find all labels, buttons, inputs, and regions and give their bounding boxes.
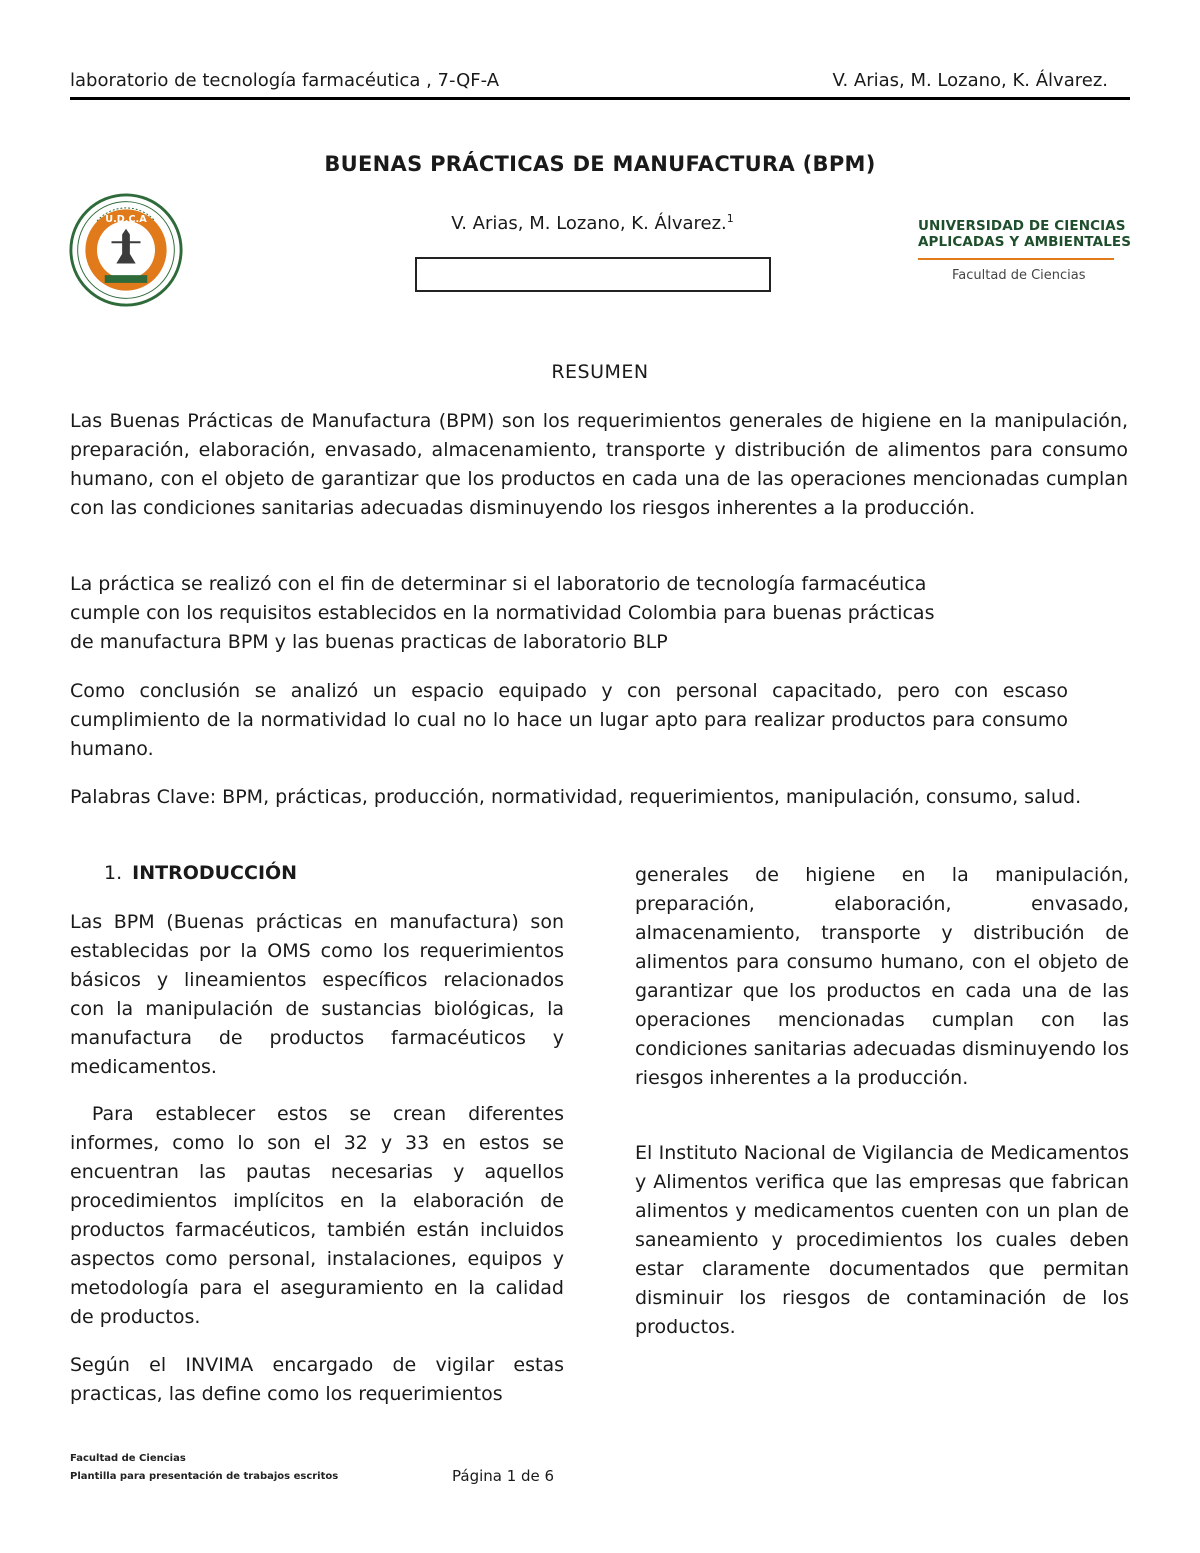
intro-left-paragraph-1: Las BPM (Buenas prácticas en manufactura) son establecidas por la OMS como los requerimientos básicos y lineamientos específicos relacionados con la manipulación de sustancias biológicas, la manufactura de productos farmacéuticos y medicamentos. — [70, 911, 564, 1078]
running-header-left: laboratorio de tecnología farmacéutica , 7-QF-A — [70, 70, 500, 91]
wordmark-divider — [918, 258, 1114, 260]
author-footnote-mark: 1 — [726, 212, 734, 225]
abstract-paragraph-2-line-3: de manufactura BPM y las buenas practicas de laboratorio BLP — [70, 631, 668, 653]
running-header-right: V. Arias, M. Lozano, K. Álvarez. — [832, 70, 1108, 91]
section-number: 1. — [104, 862, 123, 884]
udca-seal-icon — [68, 192, 184, 308]
footer-template-note: Plantilla para presentación de trabajos escritos — [70, 1471, 339, 1482]
empty-affiliation-box — [415, 257, 771, 292]
abstract-paragraph-2 — [70, 570, 1130, 657]
seal-text: U.D.C.A — [105, 213, 147, 225]
abstract-paragraph-1: Las Buenas Prácticas de Manufactura (BPM) son los requerimientos generales de higiene en la manipulación, preparación, elaboración, envasado, almacenamiento, transporte y distribución de alimentos para consumo humano, con el objeto de garantizar que los productos en cada una de las operaciones mencionadas cumplan con las condiciones sanitarias adecuadas disminuyendo los riesgos inherentes a la producción. — [70, 410, 1128, 519]
abstract-paragraph-3: Como conclusión se analizó un espacio equipado y con personal capacitado, pero con escaso cumplimiento de la normatividad lo cual no lo hace un lugar apto para realizar productos para consumo humano. — [70, 680, 1068, 760]
abstract-paragraph-2-line-1: La práctica se realizó con el fin de determinar si el laboratorio de tecnología farmacéutica — [70, 573, 927, 595]
faculty-name: Facultad de Ciencias — [952, 268, 1086, 283]
intro-left-paragraph-3: Según el INVIMA encargado de vigilar estas practicas, las define como los requerimientos — [70, 1354, 564, 1405]
section-title: INTRODUCCIÓN — [132, 862, 298, 884]
document-title: BUENAS PRÁCTICAS DE MANUFACTURA (BPM) — [324, 152, 876, 176]
intro-right-paragraph-2: El Instituto Nacional de Vigilancia de Medicamentos y Alimentos verifica que las empresas que fabrican alimentos y medicamentos cuenten con un plan de saneamiento y procedimientos los cuales deben estar claramente documentados que permitan disminuir los riesgos de contaminación de los productos. — [635, 1142, 1129, 1338]
keywords-paragraph: Palabras Clave: BPM, prácticas, producción, normatividad, requerimientos, manipulación, consumo, salud. — [70, 786, 1082, 808]
university-wordmark — [918, 218, 1131, 283]
intro-left-paragraph-2: Para establecer estos se crean diferentes informes, como lo son el 32 y 33 en estos se encuentran las pautas necesarias y aquellos procedimientos implícitos en la elaboración de productos farmacéuticos, también están incluidos aspectos como personal, instalaciones, equipos y metodología para el aseguramiento en la calidad de productos. — [70, 1103, 571, 1328]
abstract-paragraph-2-line-2: cumple con los requisitos establecidos en la normatividad Colombia para buenas prácticas — [70, 602, 935, 624]
author-names: V. Arias, M. Lozano, K. Álvarez. — [451, 213, 727, 234]
university-name-line1: UNIVERSIDAD DE CIENCIAS — [918, 218, 1126, 234]
footer-faculty: Facultad de Ciencias — [70, 1453, 186, 1464]
abstract-heading: RESUMEN — [551, 361, 649, 383]
section-heading — [104, 862, 297, 884]
intro-right-paragraph-1: generales de higiene en la manipulación, preparación, elaboración, envasado, almacenamiento, transporte y distribución de alimentos para consumo humano, con el objeto de garantizar que los productos en cada una de las operaciones mencionadas cumplan con las condiciones sanitarias adecuadas disminuyendo los riesgos inherentes a la producción. — [635, 864, 1129, 1089]
page-number: Página 1 de 6 — [452, 1467, 555, 1485]
header-divider — [70, 97, 1130, 100]
university-name-line2: APLICADAS Y AMBIENTALES — [918, 234, 1132, 250]
